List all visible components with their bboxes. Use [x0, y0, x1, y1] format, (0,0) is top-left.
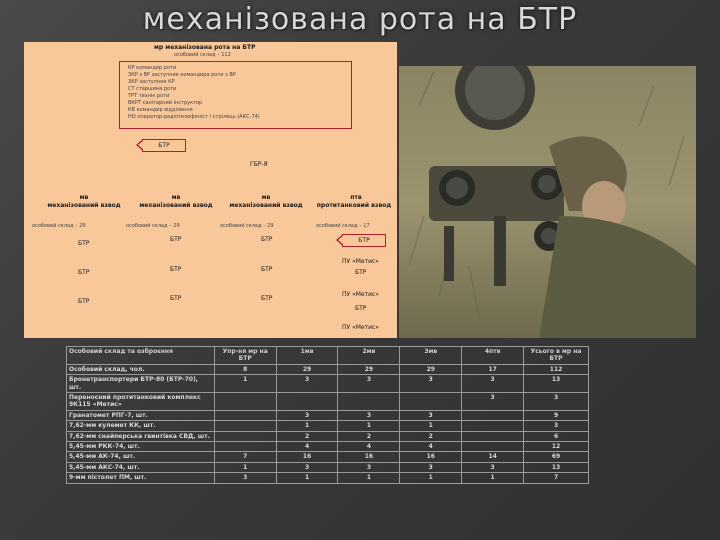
platoon-staff: особовий склад – 29	[32, 223, 86, 229]
table-cell: 1	[400, 421, 462, 431]
table-cell: 1	[338, 421, 400, 431]
table-cell	[462, 431, 524, 441]
platoon-vehicle: БТР	[355, 269, 367, 276]
hq-line: СТ старшина роти	[128, 86, 177, 92]
table-cell: 29	[338, 364, 400, 374]
table-row-label: Гранатомет РПГ-7, шт.	[67, 410, 215, 420]
table-cell: 14	[462, 452, 524, 462]
table-row-label: 5,45-мм РКК-74, шт.	[67, 442, 215, 452]
platoon-vehicle: БТР	[261, 236, 273, 243]
table-cell: 4	[338, 442, 400, 452]
hq-line: ЗКР з ВР заступник командира роти з ВР	[128, 72, 236, 78]
table-cell	[214, 442, 276, 452]
table-cell: 7	[214, 452, 276, 462]
table-cell: 1	[400, 473, 462, 483]
platoon-vehicle: БТР	[170, 266, 182, 273]
table-cell: 3	[462, 462, 524, 472]
platoon-abbr: мв	[171, 194, 181, 201]
hq-vehicle-btr: БТР	[142, 139, 186, 152]
table-cell	[214, 410, 276, 420]
platoon-name: механізований взвод	[47, 202, 121, 209]
table-cell: 3	[400, 462, 462, 472]
table-row	[67, 364, 589, 374]
table-row-label: Бронетранспортери БТР-80 (БТР-70), шт.	[67, 375, 215, 393]
table-cell	[338, 393, 400, 411]
table-cell: 3	[524, 393, 589, 411]
table-cell: 1	[276, 421, 338, 431]
platoon-vehicle-btr-highlighted: БТР	[342, 234, 386, 247]
table-header-cell: 1мв	[276, 347, 338, 365]
table-header-cell: Особовий склад та озброєння	[67, 347, 215, 365]
table-cell: 1	[214, 462, 276, 472]
hq-line: КВ командир відділення	[128, 107, 193, 113]
platoon-vehicle: БТР	[78, 298, 90, 305]
table-row-label: Особовий склад, чол.	[67, 364, 215, 374]
soldier-with-atgm-photo	[399, 66, 696, 338]
platoon-launcher: ПУ «Метис»	[342, 291, 379, 298]
table-cell: 9	[524, 410, 589, 420]
table-cell: 13	[524, 462, 589, 472]
table-cell: 16	[338, 452, 400, 462]
table-cell: 3	[400, 410, 462, 420]
table-cell: 13	[524, 375, 589, 393]
platoon-abbr: мв	[79, 194, 89, 201]
table-cell: 1	[338, 473, 400, 483]
table-cell	[276, 393, 338, 411]
table-cell: 3	[400, 375, 462, 393]
platoon-staff: особовий склад – 29	[126, 223, 180, 229]
platoon-name: механізований взвод	[229, 202, 303, 209]
table-cell: 3	[276, 375, 338, 393]
table-row	[67, 393, 589, 411]
platoon-vehicle: БТР	[261, 266, 273, 273]
table-cell: 16	[400, 452, 462, 462]
hq-line: КР командир роти	[128, 65, 177, 71]
table-cell: 3	[276, 462, 338, 472]
table-cell: 3	[338, 462, 400, 472]
table-cell: 112	[524, 364, 589, 374]
table-cell	[462, 421, 524, 431]
table-row	[67, 410, 589, 420]
table-cell: 3	[462, 375, 524, 393]
table-cell: 4	[400, 442, 462, 452]
table-row	[67, 452, 589, 462]
table-header-cell: 4птв	[462, 347, 524, 365]
hq-line: ТРТ технік роти	[128, 93, 170, 99]
slide-title: механізована рота на БТР	[142, 2, 578, 37]
table-row	[67, 473, 589, 483]
platoon-name: протитанковий взвод	[316, 202, 392, 209]
hq-box	[119, 61, 352, 129]
table-row	[67, 421, 589, 431]
table-cell: 12	[524, 442, 589, 452]
table-cell: 3	[338, 410, 400, 420]
table-cell: 2	[400, 431, 462, 441]
table-row	[67, 431, 589, 441]
table-row-label: Переносний протитанковий комплекс 9К115 «Метис»	[67, 393, 215, 411]
hq-line: НО оператор-радіотелефоніст / стрілець (АКС-74)	[128, 114, 260, 120]
table-header-cell: 2мв	[338, 347, 400, 365]
table-cell: 7	[524, 473, 589, 483]
table-row-label: 5,45-мм АКС-74, шт.	[67, 462, 215, 472]
table-row-label: 7,62-мм кулемет КК, шт.	[67, 421, 215, 431]
table-cell: 3	[214, 473, 276, 483]
table-cell	[214, 421, 276, 431]
platoon-staff: особовий склад – 17	[316, 223, 370, 229]
gbr-label: ГБР-Я	[250, 161, 268, 168]
table-cell: 4	[276, 442, 338, 452]
table-cell: 1	[214, 375, 276, 393]
table-cell	[400, 393, 462, 411]
table-cell: 16	[276, 452, 338, 462]
org-chart-diagram	[24, 42, 397, 338]
table-row-label: 7,62-мм снайперська гвинтівка СВД, шт.	[67, 431, 215, 441]
table-cell: 29	[276, 364, 338, 374]
table-header-cell: Упр-ня мр на БТР	[214, 347, 276, 365]
platoon-vehicle: БТР	[78, 269, 90, 276]
platoon-staff: особовий склад – 29	[220, 223, 274, 229]
platoon-abbr: птв	[350, 194, 362, 201]
table-cell: 1	[276, 473, 338, 483]
table-cell: 3	[462, 393, 524, 411]
table-cell	[462, 442, 524, 452]
table-cell	[214, 393, 276, 411]
table-cell: 1	[462, 473, 524, 483]
table-row-label: 9-мм пістолет ПМ, шт.	[67, 473, 215, 483]
table-cell: 3	[338, 375, 400, 393]
table-cell: 69	[524, 452, 589, 462]
table-row	[67, 442, 589, 452]
hq-line: ВКРТ санітарний інструктор	[128, 100, 203, 106]
table-header-cell: 3мв	[400, 347, 462, 365]
platoon-vehicle: БТР	[261, 295, 273, 302]
table-row	[67, 462, 589, 472]
table-cell: 2	[338, 431, 400, 441]
company-title: мр механізована рота на БТР	[154, 44, 256, 51]
platoon-vehicle: БТР	[78, 240, 90, 247]
platoon-launcher: ПУ «Метис»	[342, 258, 379, 265]
platoon-launcher: ПУ «Метис»	[342, 324, 379, 331]
table-cell: 17	[462, 364, 524, 374]
table-cell: 29	[400, 364, 462, 374]
table-cell: 8	[214, 364, 276, 374]
table-cell	[214, 431, 276, 441]
platoon-vehicle: БТР	[170, 236, 182, 243]
platoon-vehicle: БТР	[170, 295, 182, 302]
table-header-cell: Усього в мр на БТР	[524, 347, 589, 365]
table-row-label: 5,45-мм АК-74, шт.	[67, 452, 215, 462]
table-cell	[462, 410, 524, 420]
table-cell: 2	[276, 431, 338, 441]
table-header-row	[67, 347, 589, 365]
platoon-name: механізований взвод	[139, 202, 213, 209]
hq-line: ЗКР заступник КР	[128, 79, 175, 85]
table-cell: 3	[524, 421, 589, 431]
company-staff: особовий склад – 112	[174, 52, 231, 58]
platoon-abbr: мв	[261, 194, 271, 201]
table-row	[67, 375, 589, 393]
table-cell: 3	[276, 410, 338, 420]
platoon-vehicle: БТР	[355, 305, 367, 312]
equipment-table	[66, 346, 589, 484]
table-cell: 6	[524, 431, 589, 441]
